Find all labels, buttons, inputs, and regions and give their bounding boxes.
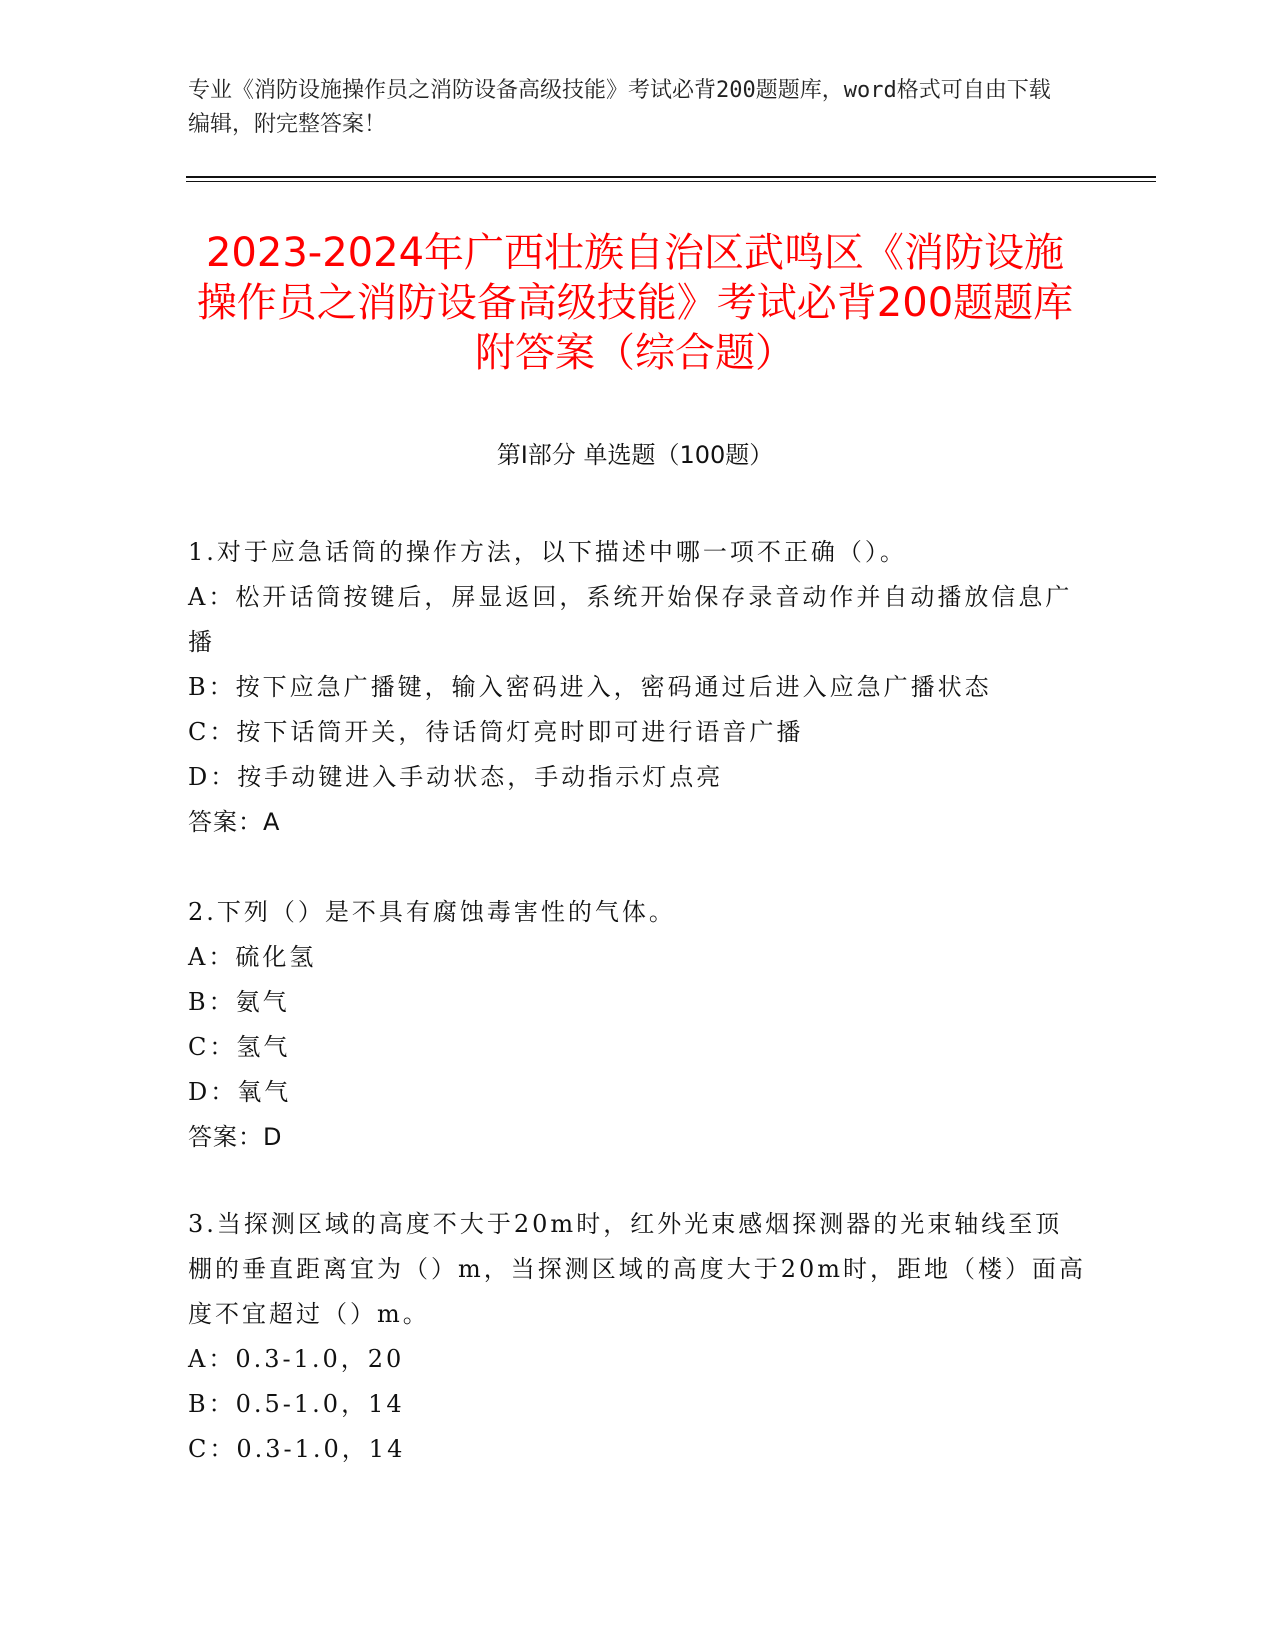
option-b: B：氨气	[188, 988, 290, 1016]
section-heading: 第I部分 单选题（100题）	[496, 441, 774, 469]
option-c: C：0.3-1.0，14	[188, 1435, 406, 1463]
question-stem: 1.对于应急话筒的操作方法，以下描述中哪一项不正确（）。	[188, 538, 907, 566]
document-title: 2023-2024年广西壮族自治区武鸣区《消防设施操作员之消防设备高级技能》考试必背200题题库附答案（综合题）	[196, 230, 1074, 376]
answer-line: 答案：D	[188, 1123, 283, 1151]
option-d: D：按手动键进入手动状态，手动指示灯点亮	[188, 763, 724, 791]
option-a: A：硫化氢	[188, 943, 317, 971]
header-divider-thick	[186, 176, 1156, 178]
question-3	[188, 1202, 1088, 1472]
option-a: A：0.3-1.0，20	[188, 1345, 405, 1373]
question-stem: 2.下列（）是不具有腐蚀毒害性的气体。	[188, 898, 676, 926]
question-2	[188, 890, 1088, 1160]
question-stem: 3.当探测区域的高度不大于20m时，红外光束感烟探测器的光束轴线至顶棚的垂直距离宜为（）m，当探测区域的高度大于20m时，距地（楼）面高度不宜超过（）m。	[188, 1210, 1087, 1328]
question-1	[188, 530, 1088, 845]
answer-line: 答案：A	[188, 808, 281, 836]
option-c: C：氢气	[188, 1033, 291, 1061]
option-c: C：按下话筒开关，待话筒灯亮时即可进行语音广播	[188, 718, 804, 746]
header-divider-thin	[186, 181, 1156, 182]
option-b: B：0.5-1.0，14	[188, 1390, 405, 1418]
option-d: D：氧气	[188, 1078, 292, 1106]
header-note: 专业《消防设施操作员之消防设备高级技能》考试必背200题题库，word格式可自由下载编辑，附完整答案！	[188, 78, 1051, 137]
option-b: B：按下应急广播键，输入密码进入，密码通过后进入应急广播状态	[188, 673, 992, 701]
option-a: A：松开话筒按键后，屏显返回，系统开始保存录音动作并自动播放信息广播	[188, 583, 1073, 656]
